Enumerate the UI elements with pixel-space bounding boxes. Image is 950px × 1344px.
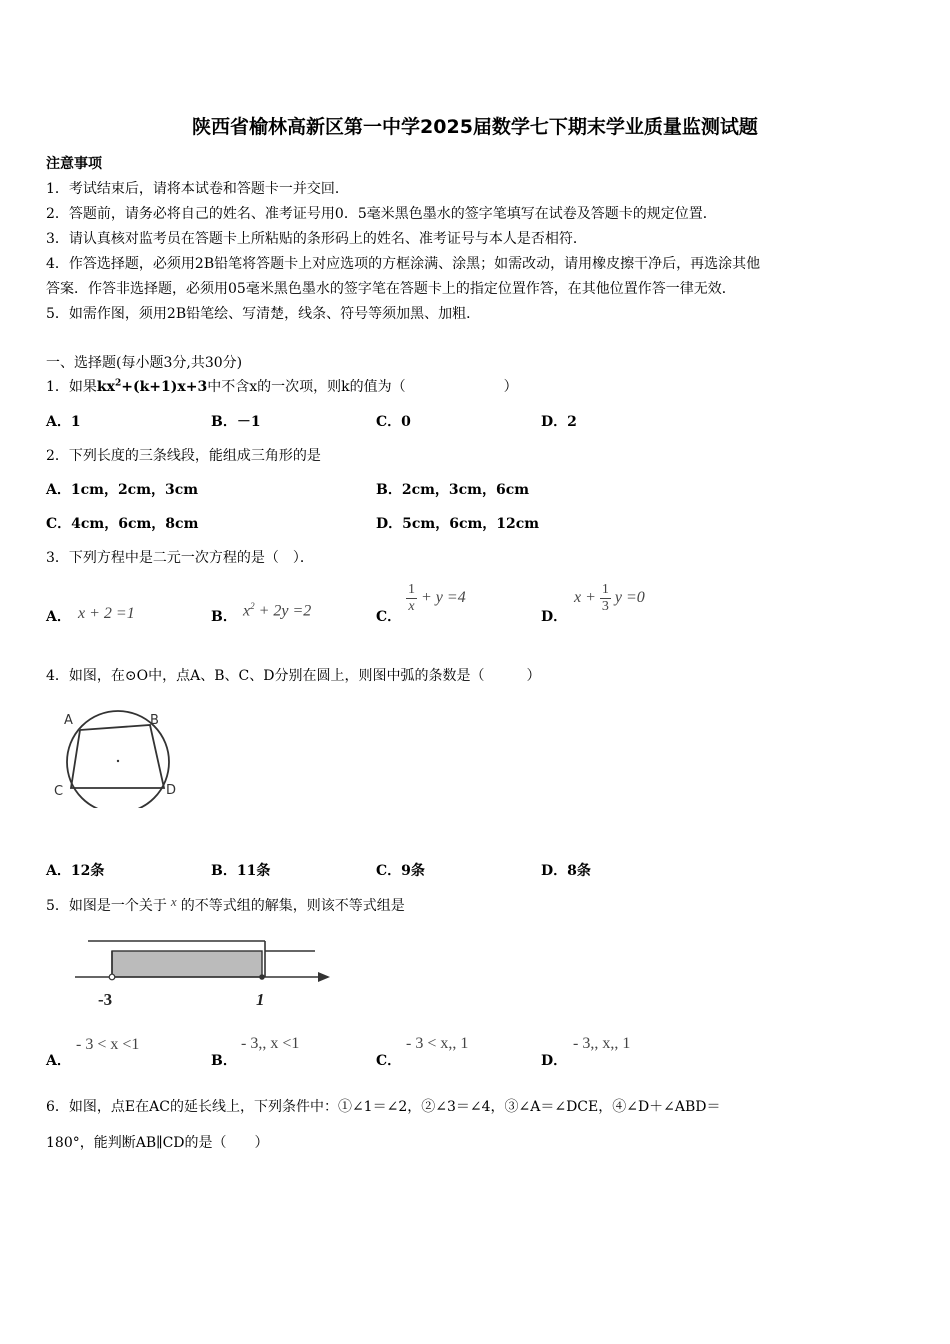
option-a-label: A．	[46, 609, 71, 625]
option-b-label: B．	[211, 609, 237, 625]
question-6-line-2: 180°，能判断AB∥CD的是（ ）	[46, 1135, 269, 1151]
circle-figure	[52, 708, 182, 808]
option-c-inequality: - 3 < x,, 1	[406, 1035, 469, 1052]
question-2: 2．下列长度的三条线段，能组成三角形的是	[46, 448, 321, 464]
option-c-label: C．	[376, 1053, 402, 1069]
question-text: 5．如图是一个关于	[46, 898, 167, 914]
notice-item: 4．作答选择题，必须用2B铅笔将答题卡上对应选项的方框涂满、涂黑；如需改动，请用橡皮擦干净后，再选涂其他	[46, 256, 761, 272]
option-b: B．11条	[211, 863, 271, 879]
question-6-line-1: 6．如图，点E在AC的延长线上，下列条件中：①∠1＝∠2，②∠3＝∠4，③∠A＝∠DCE，④∠D＋∠ABD＝	[46, 1099, 721, 1115]
question-3: 3．下列方程中是二元一次方程的是（ ）．	[46, 550, 314, 566]
option-d-label: D．	[541, 609, 568, 625]
option-b: B．2cm，3cm，6cm	[376, 482, 530, 498]
option-c-equation	[406, 582, 466, 615]
exponent: 2	[114, 378, 122, 389]
option-d: D．8条	[541, 863, 591, 879]
page-title: 陕西省榆林高新区第一中学2025届数学七下期末学业质量监测试题	[192, 116, 758, 138]
fraction-denominator: 3	[601, 599, 609, 614]
equation-rest: y =0	[614, 589, 645, 607]
section-heading: 一、选择题(每小题3分,共30分)	[46, 355, 243, 371]
equation-rest: + 2y =2	[254, 602, 312, 620]
option-b-label: B．	[211, 1053, 237, 1069]
equation-part: x +	[574, 589, 596, 607]
notice-heading: 注意事项	[46, 156, 102, 172]
option-b-inequality: - 3,, x <1	[241, 1035, 300, 1052]
equation-rest: + y =4	[421, 589, 466, 607]
option-a-label: A．	[46, 1053, 71, 1069]
option-b-equation	[243, 601, 311, 620]
option-d-equation	[574, 582, 645, 615]
question-text: 的不等式组的解集，则该不等式组是	[180, 898, 405, 914]
axis-label-1: 1	[256, 990, 265, 1009]
expression: +(k+1)x+3	[121, 379, 208, 395]
option-d: D．2	[541, 414, 577, 430]
option-a: A．1	[46, 414, 81, 430]
option-d-label: D．	[541, 1053, 568, 1069]
notice-item: 3．请认真核对监考员在答题卡上所粘贴的条形码上的姓名、准考证号与本人是否相符．	[46, 231, 587, 247]
option-c: C．4cm，6cm，8cm	[46, 516, 199, 532]
exponent: 2	[250, 601, 255, 611]
option-a: A．1cm，2cm，3cm	[46, 482, 199, 498]
variable: x	[243, 602, 251, 620]
option-a-inequality: - 3 < x <1	[76, 1036, 140, 1053]
option-d: D．5cm，6cm，12cm	[376, 516, 540, 532]
option-b: B．－1	[211, 414, 261, 430]
question-1	[46, 376, 518, 396]
notice-item: 5．如需作图，须用2B铅笔绘、写清楚，线条、符号等须加黑、加粗．	[46, 306, 481, 322]
expression: kx	[96, 379, 115, 395]
label-a: A	[64, 713, 73, 728]
option-a: A．12条	[46, 863, 105, 879]
label-b: B	[150, 713, 159, 728]
fraction-numerator: 1	[601, 582, 609, 597]
question-text: 中不含x的一次项，则k的值为（ ）	[207, 379, 518, 395]
fraction-numerator: 1	[408, 582, 415, 597]
fraction-denominator: x	[408, 599, 415, 614]
question-number: 1．	[46, 379, 69, 395]
label-c: C	[54, 784, 64, 799]
number-line-figure	[70, 933, 340, 1013]
option-c: C．0	[376, 414, 411, 430]
label-d: D	[166, 783, 177, 798]
axis-label-neg3: -3	[98, 990, 113, 1009]
notice-item: 2．答题前，请务必将自己的姓名、准考证号用0．5毫米黑色墨水的签字笔填写在试卷及答题卡的规定位置．	[46, 206, 717, 222]
notice-item: 1．考试结束后，请将本试卷和答题卡一并交回．	[46, 181, 349, 197]
option-c: C．9条	[376, 863, 425, 879]
option-d-inequality: - 3,, x,, 1	[573, 1035, 631, 1052]
question-4: 4．如图，在⊙O中，点A、B、C、D分别在圆上，则图中弧的条数是（ ）	[46, 668, 541, 684]
notice-item: 答案．作答非选择题，必须用05毫米黑色墨水的签字笔在答题卡上的指定位置作答，在其他位置作答一律无效．	[46, 281, 736, 297]
question-5	[46, 894, 405, 915]
option-c-label: C．	[376, 609, 402, 625]
option-a-equation: x + 2 =1	[78, 605, 135, 622]
variable: x	[170, 894, 177, 909]
question-text: 如果	[68, 379, 97, 395]
